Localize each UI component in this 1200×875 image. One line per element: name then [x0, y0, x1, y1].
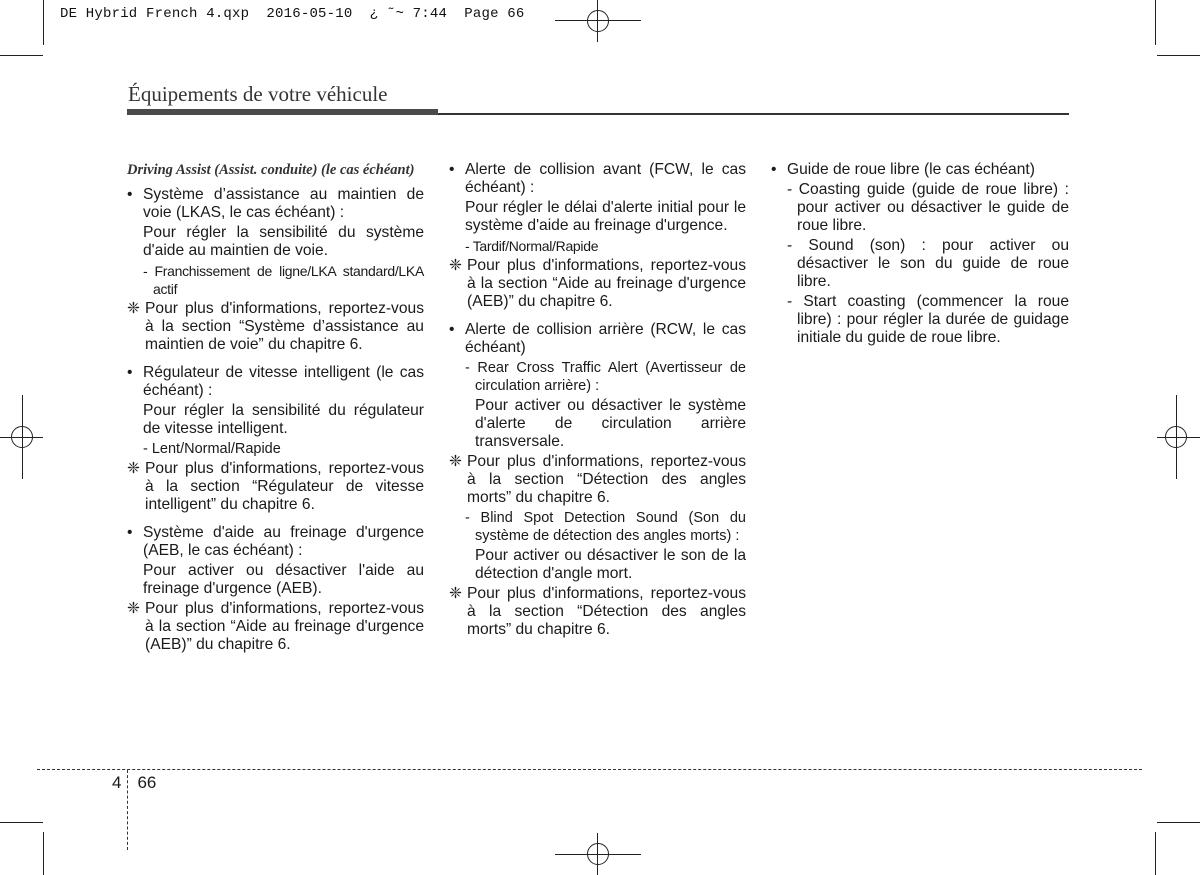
crop-mark-bottom-left-v: [43, 832, 44, 875]
page-number-value: 66: [137, 773, 157, 792]
note-icon: ❈: [449, 257, 463, 274]
footer-dotted-rule: [37, 769, 1142, 770]
item-scc-desc: Pour régler la sensibilité du régulateur de vitesse intelligent.: [143, 402, 424, 437]
item-aeb-title: • Système d'aide au freinage d'urgence (AEB, le cas échéant) :: [127, 524, 424, 560]
item-fcw-desc: Pour régler le délai d'alerte initial pour le système d'aide au freinage d'urgence.: [465, 199, 746, 234]
note-fcw: [449, 257, 746, 311]
note-text: Pour plus d'informations, reportez-vous à la section “Aide au freinage d'urgence (AEB)” du chapitre 6.: [467, 257, 746, 310]
crop-mark-top-right-v: [1155, 0, 1156, 45]
page-number: [112, 773, 156, 793]
title-rule-thick: [127, 109, 438, 115]
item-coasting-guide: - Coasting guide (guide de roue libre) : pour activer ou désactiver le guide de roue libre.: [787, 181, 1069, 234]
note-text: Pour plus d'informations, reportez-vous à la section “Système d’assistance au maintien de voie” du chapitre 6.: [145, 300, 424, 353]
note-icon: ❈: [449, 585, 463, 602]
item-coasting-sound: - Sound (son) : pour activer ou désactiver le son du guide de roue libre.: [787, 237, 1069, 290]
crop-mark-bottom-right-v: [1155, 832, 1156, 875]
note-icon: ❈: [127, 300, 141, 317]
chapter-number: 4: [112, 773, 122, 792]
crop-mark-top-left-v: [43, 0, 44, 45]
item-aeb-desc: Pour activer ou désactiver l'aide au freinage d'urgence (AEB).: [143, 562, 424, 597]
item-bsd-label: - Blind Spot Detection Sound (Son du système de détection des angles morts) :: [465, 510, 746, 544]
note-text: Pour plus d'informations, reportez-vous à la section “Détection des angles morts” du chapitre 6.: [467, 585, 746, 638]
column-2: [449, 161, 746, 639]
item-scc-options: - Lent/Normal/Rapide: [143, 441, 281, 457]
note-text: Pour plus d'informations, reportez-vous à la section “Aide au freinage d'urgence (AEB)” du chapitre 6.: [145, 600, 424, 653]
crop-mark-bottom-left-h: [0, 822, 43, 823]
note-lkas: [127, 300, 424, 354]
item-rcw-title: • Alerte de collision arrière (RCW, le cas échéant): [449, 321, 746, 357]
note-aeb: [127, 600, 424, 654]
crop-mark-top-right-h: [1157, 55, 1200, 56]
crop-mark-top-left-h: [0, 55, 43, 56]
column-3: [771, 161, 1069, 347]
column-1: [127, 161, 424, 654]
item-bsd-desc: Pour activer ou désactiver le son de la détection d'angle mort.: [475, 547, 746, 582]
note-icon: ❈: [127, 600, 141, 617]
section-title: Équipements de votre véhicule: [128, 82, 388, 106]
note-icon: ❈: [449, 453, 463, 470]
note-rcta: [449, 453, 746, 507]
print-slug-line: DE Hybrid French 4.qxp 2016-05-10 ¿ ˜~ 7:44 Page 66: [60, 6, 525, 22]
title-rule-thin: [438, 113, 1069, 115]
note-scc: [127, 460, 424, 514]
item-fcw-options: - Tardif/Normal/Rapide: [465, 238, 599, 254]
crop-mark-bottom-right-h: [1157, 822, 1200, 823]
note-text: Pour plus d'informations, reportez-vous à la section “Détection des angles morts” du chapitre 6.: [467, 453, 746, 506]
item-coasting-title: • Guide de roue libre (le cas échéant): [771, 161, 1069, 179]
item-rcta-desc: Pour activer ou désactiver le système d'alerte de circulation arrière transversale.: [475, 397, 746, 450]
item-start-coasting: - Start coasting (commencer la roue libre) : pour régler la durée de guidage initiale du guide de roue libre.: [787, 293, 1069, 346]
item-rcta-label: - Rear Cross Traffic Alert (Avertisseur de circulation arrière) :: [465, 360, 746, 394]
item-lkas-options: - Franchissement de ligne/LKA standard/LKA actif: [143, 263, 424, 297]
item-lkas-desc: Pour régler la sensibilité du système d'aide au maintien de voie.: [143, 224, 424, 259]
note-text: Pour plus d'informations, reportez-vous à la section “Régulateur de vitesse intelligent” du chapitre 6.: [145, 460, 424, 513]
item-scc-title: • Régulateur de vitesse intelligent (le cas échéant) :: [127, 364, 424, 400]
item-fcw-title: • Alerte de collision avant (FCW, le cas échéant) :: [449, 161, 746, 197]
item-lkas-title: • Système d’assistance au maintien de voie (LKAS, le cas échéant) :: [127, 186, 424, 222]
note-icon: ❈: [127, 460, 141, 477]
subheading-driving-assist: Driving Assist (Assist. conduite) (le cas échéant): [127, 162, 415, 178]
note-bsd: [449, 585, 746, 639]
